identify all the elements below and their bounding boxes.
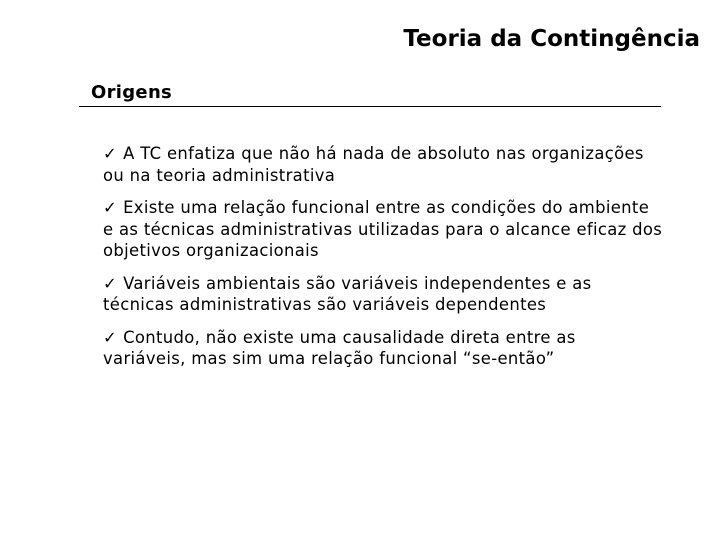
bullet-text: Contudo, não existe uma causalidade direta entre as variáveis, mas sim uma relação funcional “se-então” [103,327,576,368]
bullet-item [103,197,663,262]
checkmark-icon: ✓ [103,327,118,347]
heading-divider [79,106,661,107]
bullet-text: Variáveis ambientais são variáveis independentes e as técnicas administrativas são variáveis dependentes [103,273,592,314]
bullet-list [103,143,663,381]
bullet-text: A TC enfatiza que não há nada de absoluto nas organizações ou na teoria administrativa [103,144,644,185]
checkmark-icon: ✓ [103,198,118,217]
bullet-item [103,327,663,370]
checkmark-icon: ✓ [103,273,118,293]
checkmark-icon: ✓ [103,144,118,163]
section-heading: Origens [91,82,173,103]
slide-title: Teoria da Contingência [403,26,700,52]
bullet-item [103,273,663,316]
bullet-text: Existe uma relação funcional entre as condições do ambiente e as técnicas administrativas utilizadas para o alcance eficaz dos objetivos organizacionais [103,198,663,260]
bullet-item [103,143,663,186]
